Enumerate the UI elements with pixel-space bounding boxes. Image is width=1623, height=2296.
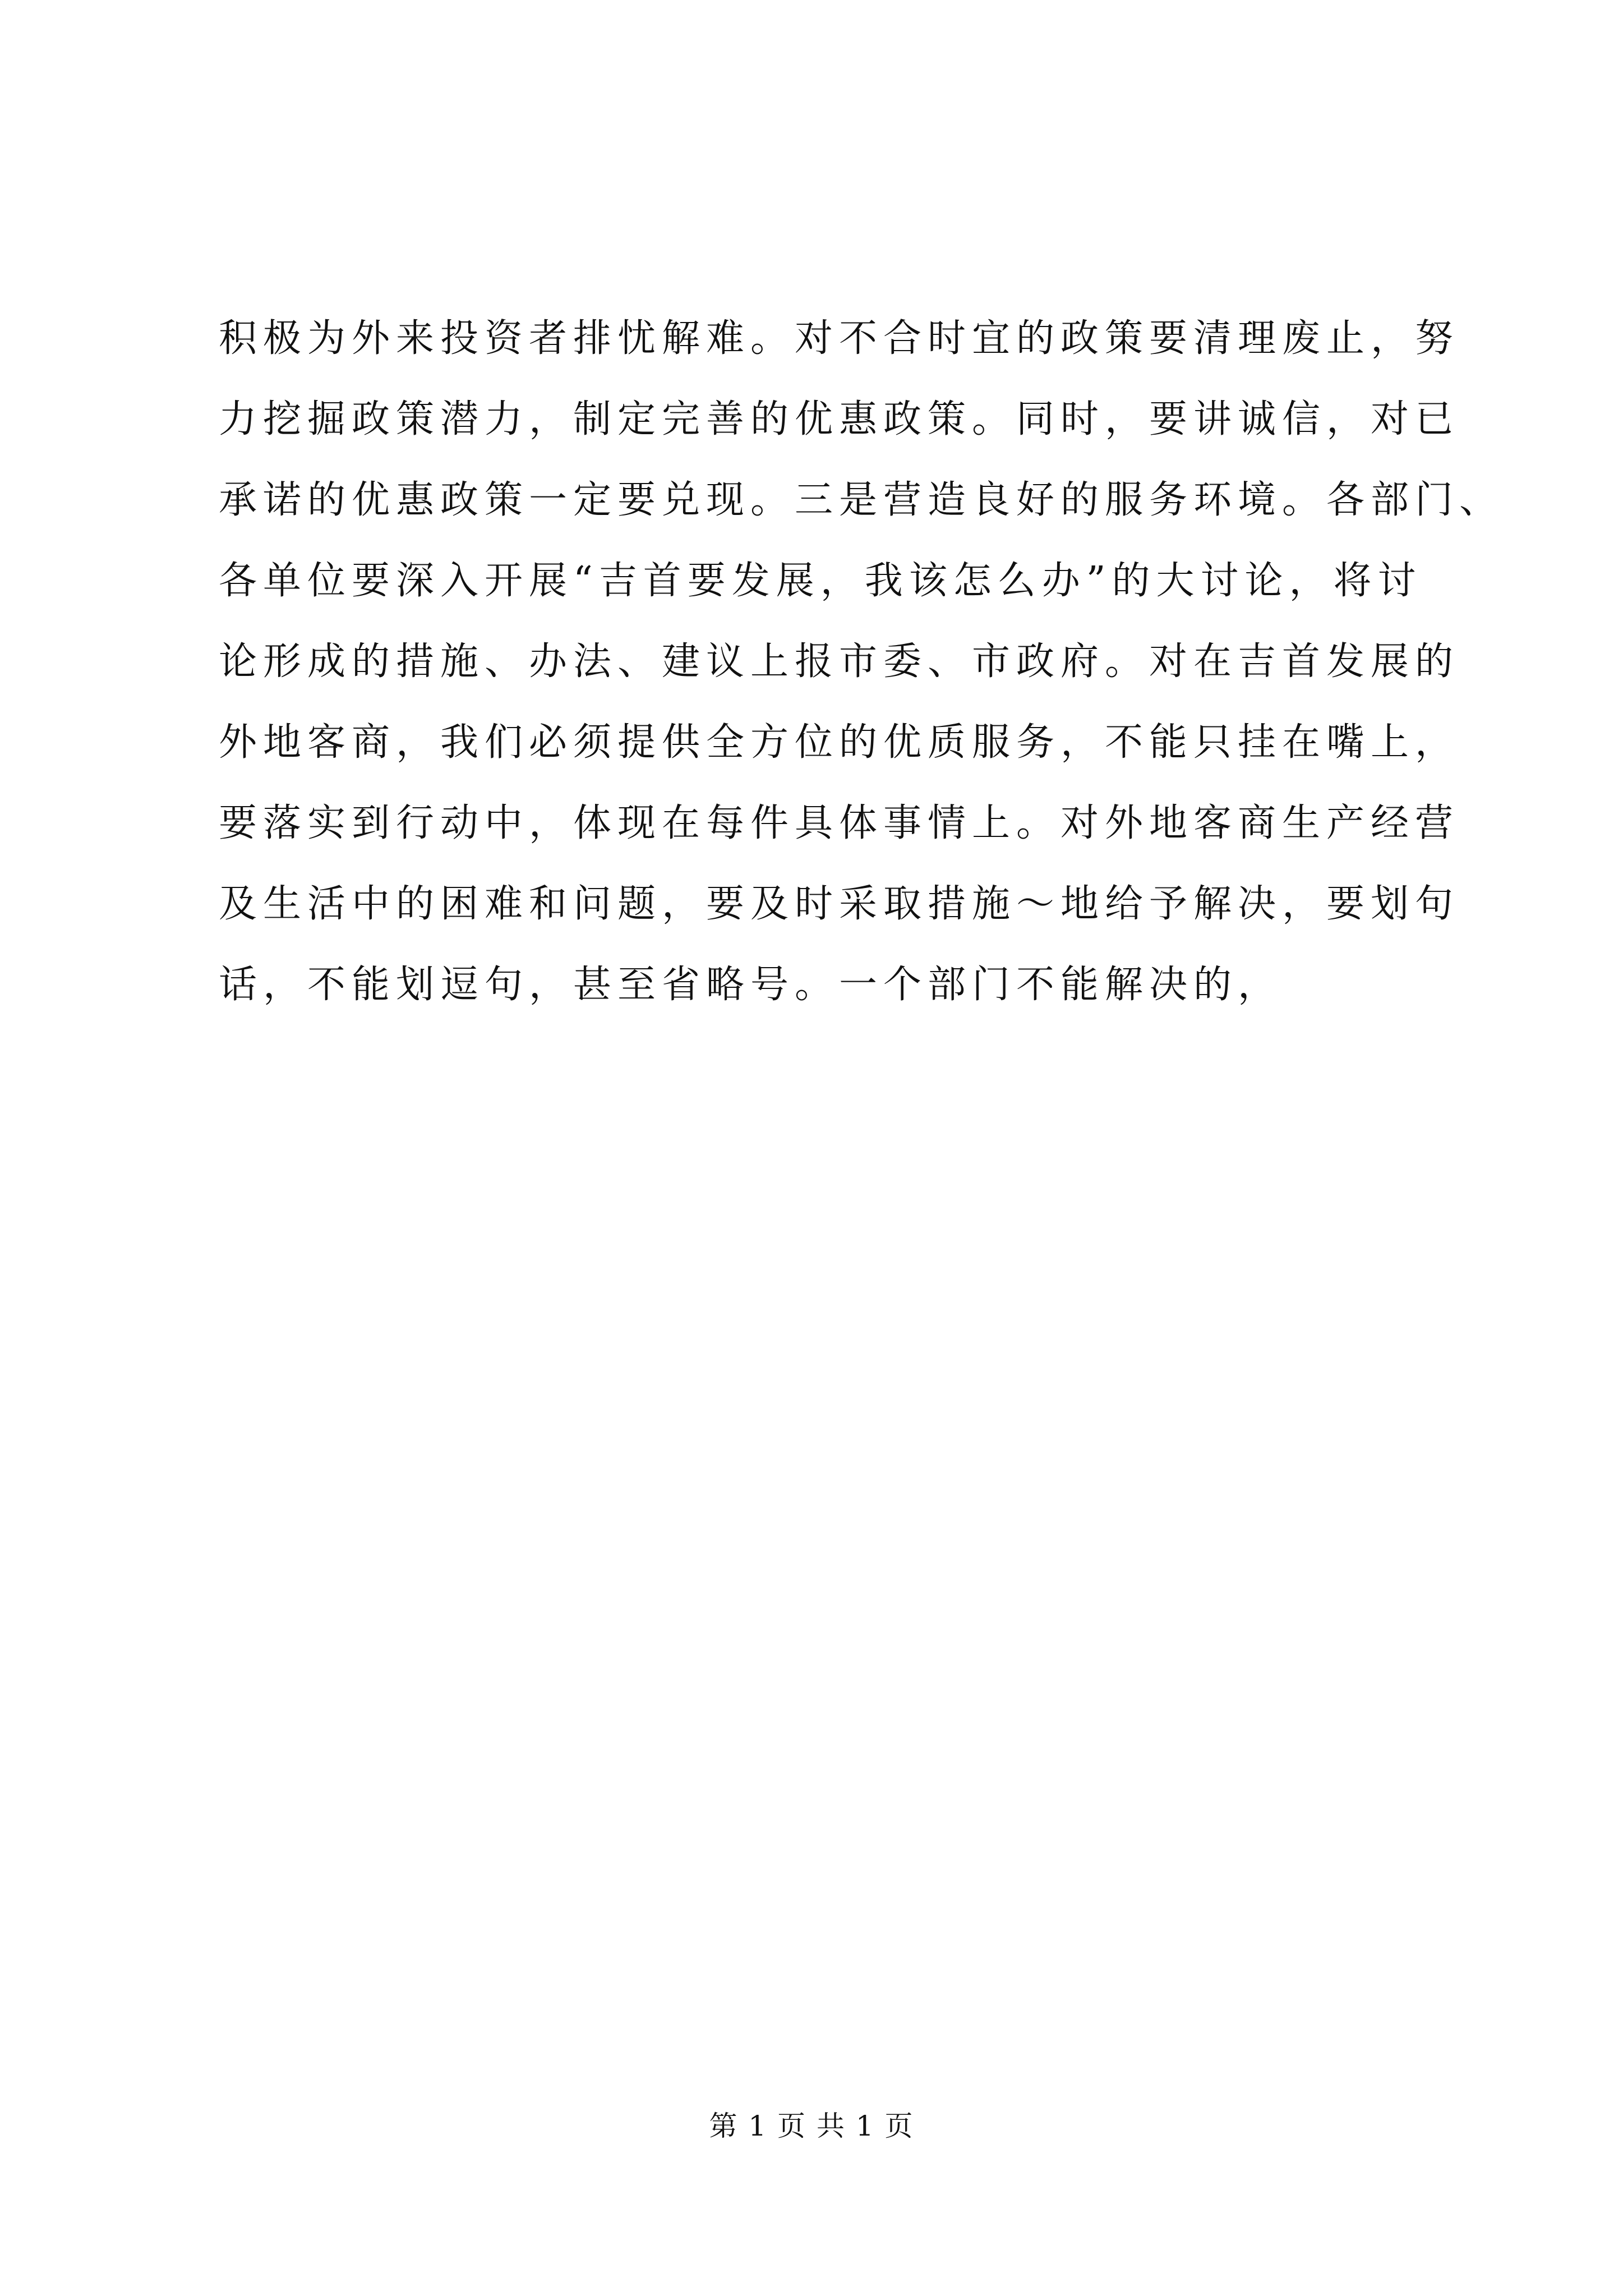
text-line: 积极为外来投资者排忧解难。对不合时宜的政策要清理废止，努 [219, 316, 1460, 361]
page-number-footer: 第 1 页 共 1 页 [709, 2110, 914, 2142]
text-line: 外地客商，我们必须提供全方位的优质服务，不能只挂在嘴上， [219, 720, 1460, 765]
body-paragraph [219, 298, 1504, 1025]
text-line: 各单位要深入开展“吉首要发展，我该怎么办”的大讨论，将讨 [219, 559, 1422, 603]
text-line: 力挖掘政策潜力，制定完善的优惠政策。同时，要讲诚信，对已 [219, 397, 1460, 441]
text-line: 要落实到行动中，体现在每件具体事情上。对外地客商生产经营 [219, 801, 1460, 845]
text-line: 论形成的措施、办法、建议上报市委、市政府。对在吉首发展的 [219, 639, 1460, 684]
text-line: 承诺的优惠政策一定要兑现。三是营造良好的服务环境。各部门、 [219, 478, 1504, 522]
text-line: 话，不能划逗句，甚至省略号。一个部门不能解决的， [219, 963, 1283, 1007]
text-line: 及生活中的困难和问题，要及时采取措施～地给予解决，要划句 [219, 882, 1460, 926]
